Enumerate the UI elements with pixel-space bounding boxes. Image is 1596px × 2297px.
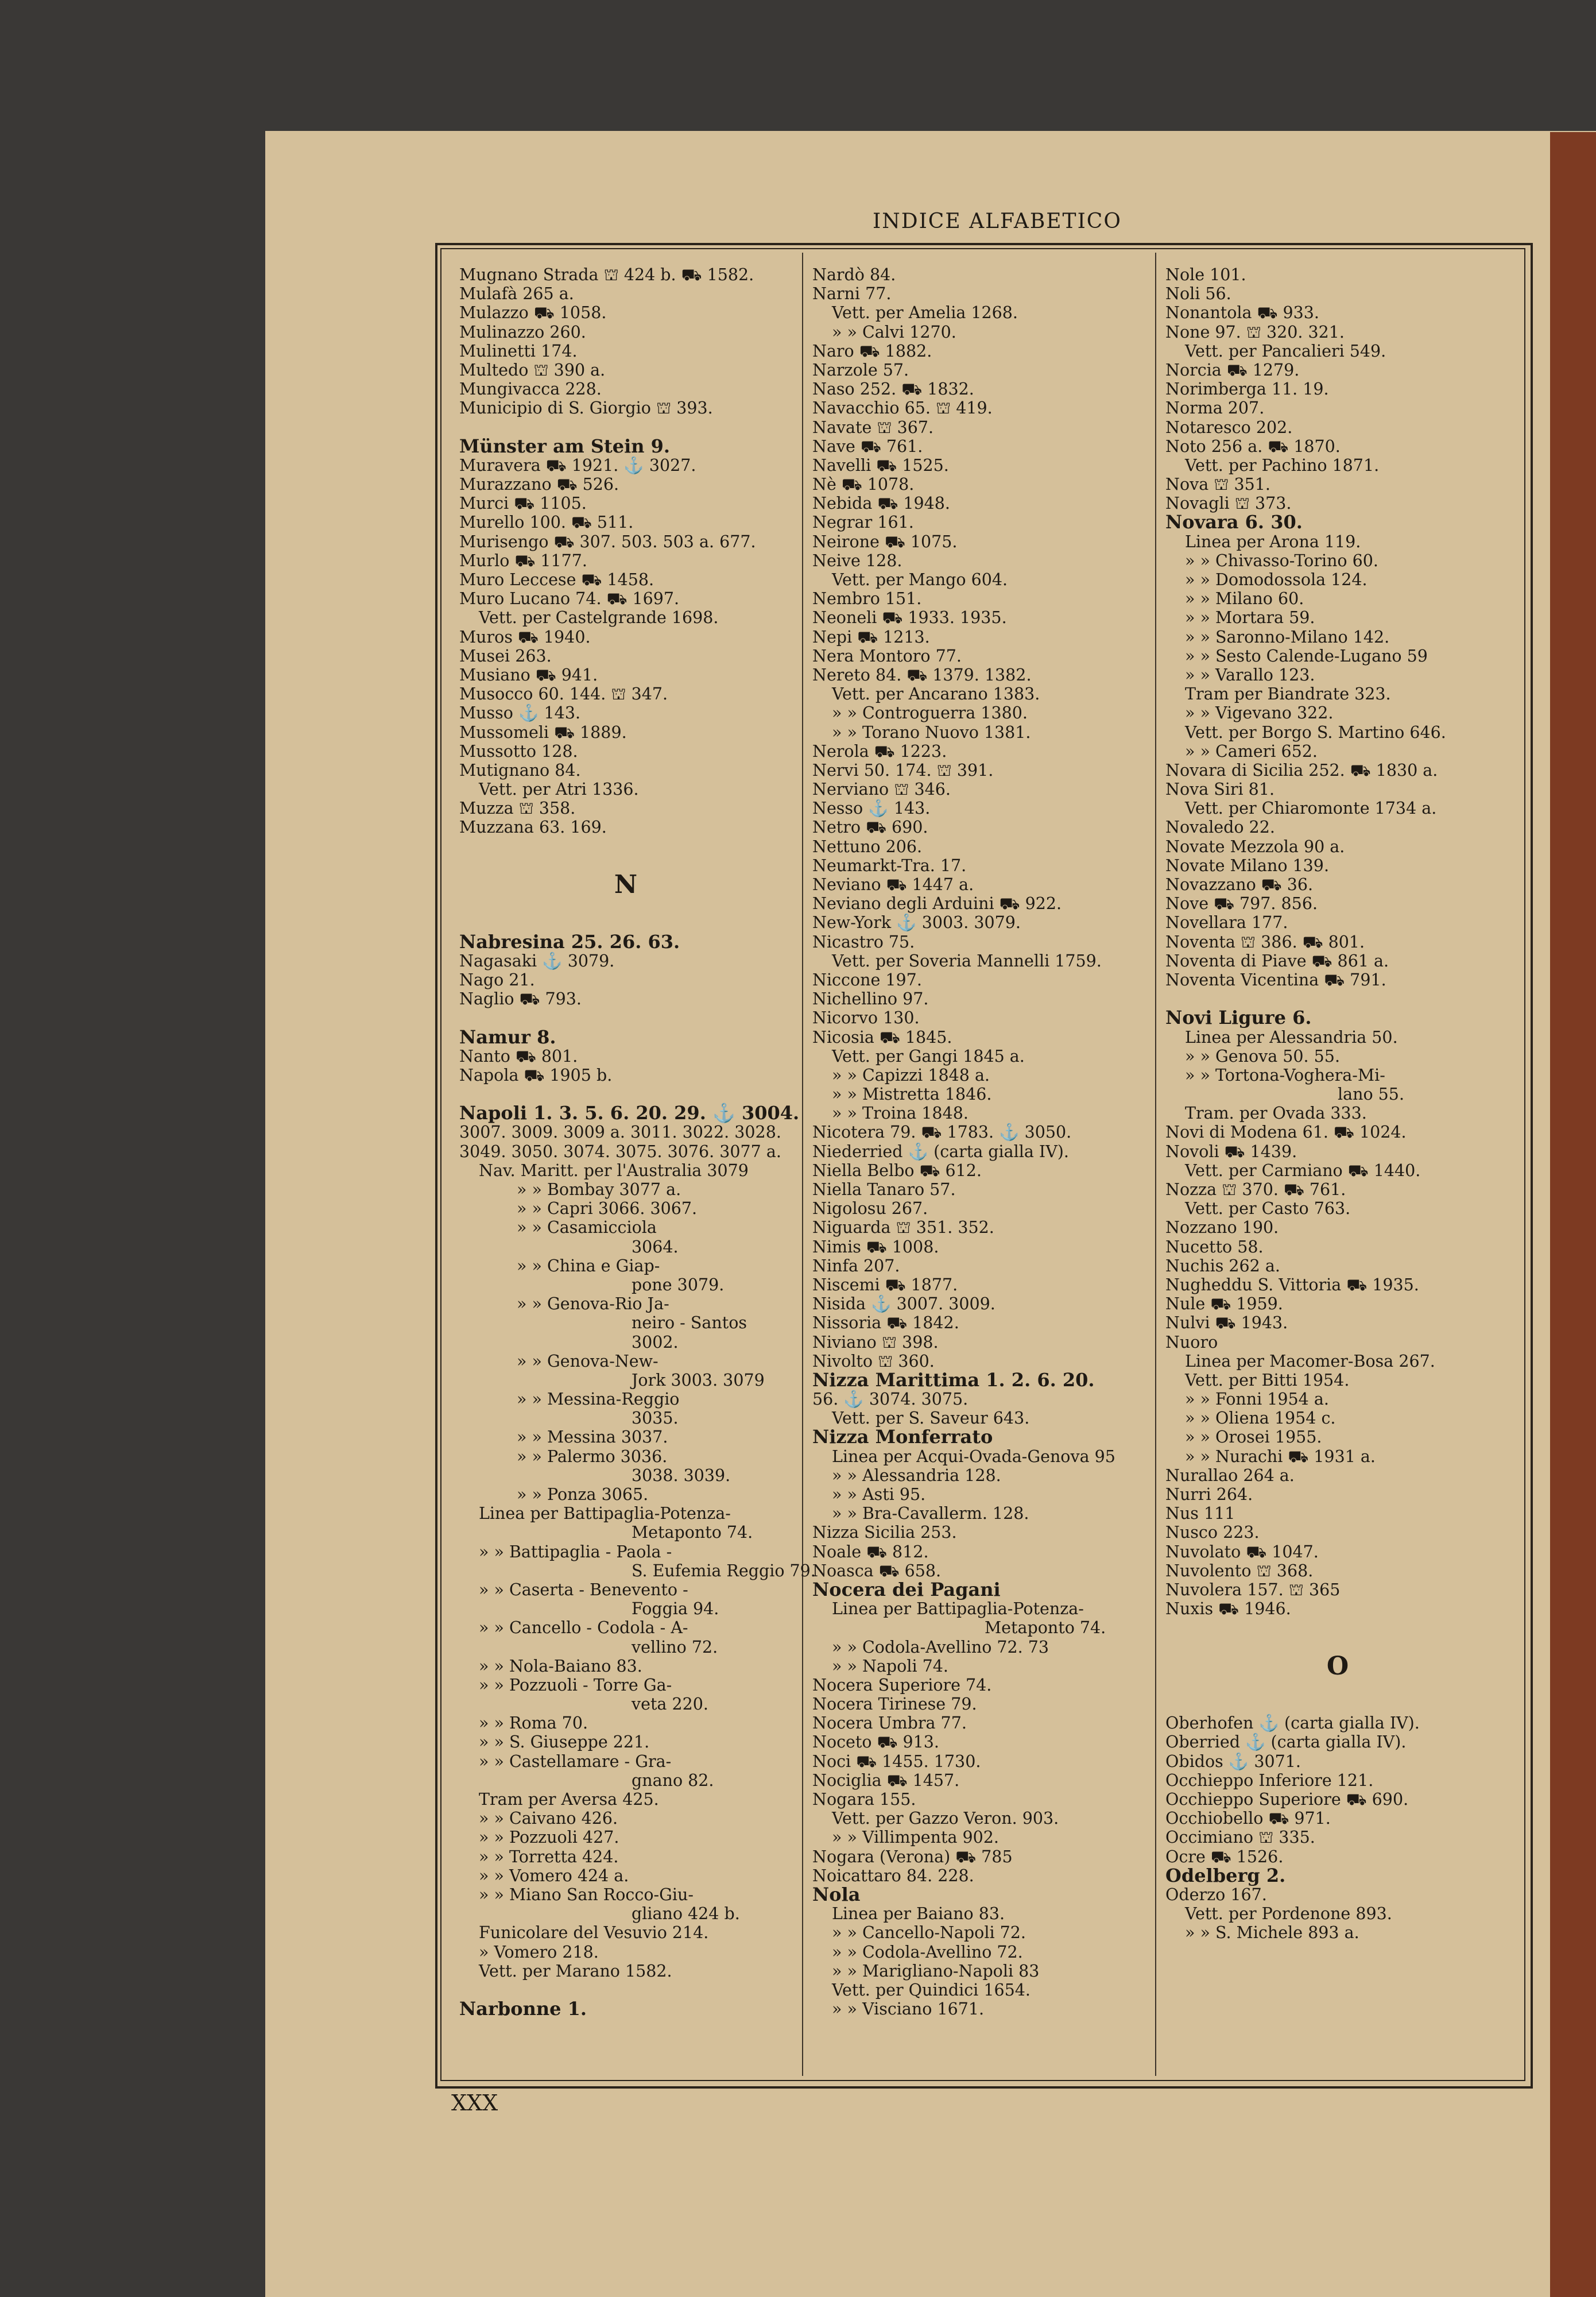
index-entry: Musiano ⛟ 941. [459, 665, 598, 685]
index-entry: » » Bombay 3077 a. [517, 1180, 681, 1199]
index-entry: Niella Belbo ⛟ 612. [812, 1161, 982, 1180]
index-heading: Nizza Marittima 1. 2. 6. 20. [812, 1368, 1095, 1391]
index-entry: Muro Lucano 74. ⛟ 1697. [459, 589, 680, 609]
section-letter: N [614, 870, 638, 899]
index-entry: Mungivacca 228. [459, 380, 602, 399]
index-entry: Nozzano 190. [1165, 1218, 1279, 1238]
index-entry: Nivolto ⛫ 360. [812, 1351, 935, 1371]
index-entry: Navate ⛫ 367. [812, 417, 934, 437]
index-entry: » » Codola-Avellino 72. [832, 1942, 1023, 1962]
index-entry: Foggia 94. [632, 1599, 719, 1619]
index-entry: Nus 111 [1165, 1504, 1235, 1523]
index-entry: » » Tortona-Voghera-Mi- [1185, 1065, 1385, 1085]
index-entry: Murisengo ⛟ 307. 503. 503 a. 677. [459, 532, 756, 551]
index-entry: Nova ⛫ 351. [1165, 475, 1270, 494]
index-entry: Nociglia ⛟ 1457. [812, 1770, 960, 1790]
index-entry [1165, 989, 1510, 1008]
index-entry: Nule ⛟ 1959. [1165, 1294, 1283, 1314]
index-entry: » » Alessandria 128. [832, 1465, 1001, 1485]
index-entry: Nicosia ⛟ 1845. [812, 1027, 952, 1047]
index-entry: » » Torano Nuovo 1381. [832, 722, 1031, 742]
index-entry: Vett. per Bitti 1954. [1185, 1370, 1350, 1390]
index-entry: Linea per Alessandria 50. [1185, 1027, 1398, 1047]
index-entry: Nugheddu S. Vittoria ⛟ 1935. [1165, 1275, 1419, 1294]
index-entry: Niviano ⛫ 398. [812, 1332, 939, 1352]
index-entry: Nocera Umbra 77. [812, 1714, 967, 1733]
index-entry: Nurri 264. [1165, 1485, 1253, 1504]
index-entry: Nerola ⛟ 1223. [812, 741, 947, 761]
index-entry: Noceto ⛟ 913. [812, 1733, 939, 1752]
index-entry: » » Palermo 3036. [517, 1447, 668, 1466]
index-entry: Niederried ⚓ (carta gialla IV). [812, 1142, 1069, 1161]
index-entry: Notaresco 202. [1165, 417, 1293, 437]
index-entry: Novate Milano 139. [1165, 856, 1329, 875]
index-entry: 3038. 3039. [632, 1465, 731, 1485]
index-entry: » » S. Michele 893 a. [1185, 1923, 1359, 1943]
index-entry: Nuchis 262 a. [1165, 1256, 1280, 1275]
index-entry: Nigolosu 267. [812, 1199, 928, 1219]
index-entry: Occhieppo Superiore ⛟ 690. [1165, 1790, 1409, 1809]
index-entry: Vett. per Carmiano ⛟ 1440. [1185, 1161, 1421, 1180]
index-entry: Ninfa 207. [812, 1256, 900, 1275]
index-entry: » » Nurachi ⛟ 1931 a. [1185, 1447, 1376, 1466]
index-entry: Municipio di S. Giorgio ⛫ 393. [459, 399, 713, 418]
index-entry: Vett. per Quindici 1654. [832, 1980, 1031, 2000]
index-entry: » » Battipaglia - Paola - [479, 1542, 672, 1561]
index-entry: » » China e Giap- [517, 1256, 660, 1275]
index-entry [1165, 1695, 1510, 1714]
index-entry: » » Capizzi 1848 a. [832, 1065, 990, 1085]
index-entry: Nova Siri 81. [1165, 780, 1275, 799]
index-entry: Vett. per Soveria Mannelli 1759. [832, 951, 1102, 970]
index-entry: Mulafà 265 a. [459, 284, 574, 304]
index-entry: Murazzano ⛟ 526. [459, 475, 619, 494]
index-entry: 3064. [632, 1237, 679, 1256]
index-entry: Mulinazzo 260. [459, 322, 586, 342]
column-divider [802, 253, 803, 2076]
index-entry: » » Ponza 3065. [517, 1485, 649, 1504]
index-entry: Mussomeli ⛟ 1889. [459, 722, 627, 742]
index-entry: Mulazzo ⛟ 1058. [459, 303, 607, 323]
index-entry: Occhieppo Inferiore 121. [1165, 1770, 1374, 1790]
index-entry: Metaponto 74. [985, 1618, 1106, 1638]
index-entry: Vett. per Ancarano 1383. [832, 685, 1040, 704]
index-entry: » » Visciano 1671. [832, 2000, 985, 2019]
index-entry: » » Caserta - Benevento - [479, 1580, 688, 1599]
index-heading: Napoli 1. 3. 5. 6. 20. 29. ⚓ 3004. [459, 1102, 800, 1124]
index-entry: » » Milano 60. [1185, 589, 1304, 609]
index-entry: » » Cameri 652. [1185, 741, 1318, 761]
index-entry: Musocco 60. 144. ⛫ 347. [459, 685, 668, 704]
index-entry: Napola ⛟ 1905 b. [459, 1065, 613, 1085]
next-page-edge [1550, 132, 1596, 2297]
section-letter: O [1326, 1651, 1349, 1681]
index-entry: Oberhofen ⚓ (carta gialla IV). [1165, 1714, 1420, 1733]
index-entry: Neive 128. [812, 551, 902, 570]
index-entry: Tram. per Ovada 333. [1185, 1104, 1367, 1123]
index-entry: Neoneli ⛟ 1933. 1935. [812, 608, 1007, 628]
index-entry: Jork 3003. 3079 [632, 1370, 765, 1390]
index-entry: Vett. per Mango 604. [832, 570, 1008, 589]
index-entry [459, 418, 792, 437]
index-entry: » » Chivasso-Torino 60. [1185, 551, 1378, 570]
index-entry: Nisida ⚓ 3007. 3009. [812, 1294, 995, 1314]
index-entry: Vett. per Amelia 1268. [832, 303, 1018, 323]
index-entry: Vett. per Pordenone 893. [1185, 1904, 1392, 1924]
index-entry: » » Codola-Avellino 72. 73 [832, 1637, 1049, 1657]
index-entry: Nanto ⛟ 801. [459, 1046, 578, 1066]
index-entry: Mutignano 84. [459, 760, 581, 780]
index-entry: » Vomero 218. [479, 1942, 599, 1962]
index-heading: Nola [812, 1883, 861, 1905]
index-entry: Nicorvo 130. [812, 1008, 920, 1028]
index-heading: Narbonne 1. [459, 1998, 587, 2020]
index-entry: Noto 256 a. ⛟ 1870. [1165, 436, 1341, 456]
index-entry: » » Vigevano 322. [1185, 703, 1334, 723]
index-entry: Noale ⛟ 812. [812, 1542, 929, 1561]
index-entry: Linea per Arona 119. [1185, 532, 1361, 551]
index-entry: Nav. Maritt. per l'Australia 3079 [479, 1161, 749, 1180]
index-entry: » » Caivano 426. [479, 1809, 618, 1828]
index-entry: » » Marigliano-Napoli 83 [832, 1961, 1040, 1981]
index-entry: Nesso ⚓ 143. [812, 799, 931, 818]
index-entry: Neirone ⛟ 1075. [812, 532, 958, 551]
index-entry: » » Asti 95. [832, 1485, 926, 1504]
index-entry [459, 837, 792, 856]
index-column-2 [812, 265, 1148, 2018]
index-entry: Murci ⛟ 1105. [459, 494, 587, 513]
index-entry: Vett. per Gangi 1845 a. [832, 1046, 1025, 1066]
page-header: INDICE ALFABETICO [873, 210, 1122, 233]
index-entry: » » Pozzuoli - Torre Ga- [479, 1675, 672, 1695]
index-entry: Metaponto 74. [632, 1523, 753, 1542]
index-entry: Norcia ⛟ 1279. [1165, 360, 1300, 380]
index-entry: Nusco 223. [1165, 1523, 1260, 1542]
index-entry: veta 220. [632, 1695, 708, 1714]
index-entry: » » Pozzuoli 427. [479, 1828, 619, 1847]
index-entry: Mulinetti 174. [459, 341, 578, 361]
index-entry: Vett. per Castelgrande 1698. [479, 608, 719, 628]
index-entry: Oderzo 167. [1165, 1885, 1267, 1904]
index-entry: 3007. 3009. 3009 a. 3011. 3022. 3028. [459, 1123, 781, 1142]
index-entry: Nuvolera 157. ⛫ 365 [1165, 1580, 1341, 1599]
index-entry: Muros ⛟ 1940. [459, 627, 591, 647]
index-entry: Nucetto 58. [1165, 1237, 1264, 1256]
index-entry: pone 3079. [632, 1275, 725, 1294]
index-entry: » » Sesto Calende-Lugano 59 [1185, 646, 1428, 666]
index-entry: Niella Tanaro 57. [812, 1180, 956, 1199]
index-entry: Nogara (Verona) ⛟ 785 [812, 1847, 1013, 1866]
index-entry: Musso ⚓ 143. [459, 703, 581, 723]
index-entry: Mussotto 128. [459, 741, 578, 761]
index-entry: » » Saronno-Milano 142. [1185, 627, 1390, 647]
index-entry: Tram per Biandrate 323. [1185, 685, 1391, 704]
index-entry: Ocre ⛟ 1526. [1165, 1847, 1284, 1866]
index-entry: Nuvolento ⛫ 368. [1165, 1561, 1314, 1580]
index-entry: Linea per Baiano 83. [832, 1904, 1005, 1924]
index-entry: Muravera ⛟ 1921. ⚓ 3027. [459, 455, 696, 475]
index-entry: Nago 21. [459, 970, 535, 989]
index-entry: Niscemi ⛟ 1877. [812, 1275, 958, 1294]
index-entry: » » Cancello - Codola - A- [479, 1618, 688, 1638]
index-entry: Linea per Battipaglia-Potenza- [832, 1599, 1084, 1619]
index-entry: » » Torretta 424. [479, 1847, 619, 1866]
index-entry: » » Villimpenta 902. [832, 1828, 999, 1847]
index-entry: » » Casamicciola [517, 1218, 657, 1238]
index-entry: » » Orosei 1955. [1185, 1428, 1322, 1447]
index-entry: Noli 56. [1165, 284, 1231, 304]
index-entry: Murlo ⛟ 1177. [459, 551, 587, 570]
index-entry: Linea per Battipaglia-Potenza- [479, 1504, 731, 1523]
index-entry: Novellara 177. [1165, 913, 1288, 933]
index-entry: Naro ⛟ 1882. [812, 341, 932, 361]
index-entry: » » Genova-Rio Ja- [517, 1294, 669, 1314]
index-entry: Linea per Macomer-Bosa 267. [1185, 1351, 1435, 1371]
index-entry: Novazzano ⛟ 36. [1165, 875, 1314, 894]
index-entry: » » Messina-Reggio [517, 1390, 680, 1409]
index-column-1 [459, 265, 816, 2020]
index-entry: Noventa ⛫ 386. ⛟ 801. [1165, 932, 1365, 952]
index-entry: Nole 101. [1165, 265, 1246, 284]
index-entry: Nebida ⛟ 1948. [812, 494, 950, 513]
index-entry [1165, 1618, 1510, 1637]
index-entry: » » Troina 1848. [832, 1104, 969, 1123]
index-entry: Netro ⛟ 690. [812, 818, 928, 837]
index-entry: Nocera Tirinese 79. [812, 1695, 977, 1714]
index-entry: Naglio ⛟ 793. [459, 989, 582, 1009]
index-entry: Occhiobello ⛟ 971. [1165, 1809, 1331, 1828]
index-entry: Negrar 161. [812, 513, 914, 532]
index-entry: » » Genova-New- [517, 1351, 658, 1371]
index-entry: Murello 100. ⛟ 511. [459, 513, 634, 532]
index-entry: Vett. per Atri 1336. [479, 780, 639, 799]
index-entry: » » Miano San Rocco-Giu- [479, 1885, 694, 1904]
index-entry: Nicotera 79. ⛟ 1783. ⚓ 3050. [812, 1123, 1072, 1142]
index-entry: Noasca ⛟ 658. [812, 1561, 942, 1580]
index-entry: » » Fonni 1954 a. [1185, 1390, 1329, 1409]
index-entry: Oberried ⚓ (carta gialla IV). [1165, 1733, 1407, 1752]
index-entry [459, 913, 792, 932]
index-entry: » » Napoli 74. [832, 1656, 948, 1676]
index-entry: » » S. Giuseppe 221. [479, 1733, 650, 1752]
index-entry: Nagasaki ⚓ 3079. [459, 951, 615, 970]
index-entry: Nichellino 97. [812, 989, 929, 1009]
index-entry: Novaledo 22. [1165, 818, 1275, 837]
index-entry: » » Cancello-Napoli 72. [832, 1923, 1026, 1943]
index-entry: Norma 207. [1165, 399, 1265, 418]
index-entry: Nimis ⛟ 1008. [812, 1237, 939, 1256]
index-entry: Vett. per Gazzo Veron. 903. [832, 1809, 1059, 1828]
index-entry: vellino 72. [632, 1637, 718, 1657]
index-entry: Novara di Sicilia 252. ⛟ 1830 a. [1165, 760, 1438, 780]
index-entry: » » Oliena 1954 c. [1185, 1409, 1336, 1428]
index-entry: » » Genova 50. 55. [1185, 1046, 1340, 1066]
index-entry: S. Eufemia Reggio 79. [632, 1561, 816, 1580]
index-entry: » » Messina 3037. [517, 1428, 668, 1447]
index-entry: Vett. per Pachino 1871. [1185, 455, 1380, 475]
index-entry: Niguarda ⛫ 351. 352. [812, 1218, 994, 1238]
index-entry: gliano 424 b. [632, 1904, 740, 1924]
index-entry: Noventa di Piave ⛟ 861 a. [1165, 951, 1389, 970]
index-entry: » » Controguerra 1380. [832, 703, 1028, 723]
index-entry: gnano 82. [632, 1770, 714, 1790]
index-entry: » » Roma 70. [479, 1714, 588, 1733]
index-entry: Nè ⛟ 1078. [812, 475, 915, 494]
index-entry: Navacchio 65. ⛫ 419. [812, 399, 993, 418]
index-entry: 3002. [632, 1332, 679, 1352]
index-heading: Münster am Stein 9. [459, 435, 671, 457]
index-entry: Funicolare del Vesuvio 214. [479, 1923, 709, 1943]
index-heading: Nocera dei Pagani [812, 1578, 1001, 1600]
index-entry: Vett. per Chiaromonte 1734 a. [1185, 799, 1437, 818]
index-entry: Neumarkt-Tra. 17. [812, 856, 967, 875]
index-entry: 56. ⚓ 3074. 3075. [812, 1390, 969, 1409]
index-heading: Nabresina 25. 26. 63. [459, 930, 680, 953]
index-entry: Nembro 151. [812, 589, 922, 609]
index-entry: Muro Leccese ⛟ 1458. [459, 570, 654, 589]
index-entry: Norimberga 11. 19. [1165, 380, 1329, 399]
index-entry: Vett. per S. Saveur 643. [832, 1409, 1030, 1428]
index-entry: Narni 77. [812, 284, 892, 304]
index-entry: Niccone 197. [812, 970, 922, 989]
index-entry: » » Castellamare - Gra- [479, 1751, 672, 1771]
index-entry: » » Mortara 59. [1185, 608, 1315, 628]
index-heading: Namur 8. [459, 1026, 556, 1048]
index-entry: Naso 252. ⛟ 1832. [812, 380, 974, 399]
index-entry: Vett. per Borgo S. Martino 646. [1185, 722, 1446, 742]
index-entry: Vett. per Marano 1582. [479, 1961, 672, 1981]
index-entry: Narzole 57. [812, 360, 909, 380]
index-entry: » » Calvi 1270. [832, 322, 956, 342]
index-entry: Noventa Vicentina ⛟ 791. [1165, 970, 1386, 989]
index-heading: Novi Ligure 6. [1165, 1007, 1312, 1029]
index-heading: Nizza Monferrato [812, 1426, 993, 1448]
index-entry: Novi di Modena 61. ⛟ 1024. [1165, 1123, 1407, 1142]
index-entry: » » Mistretta 1846. [832, 1085, 992, 1104]
index-entry: Nuxis ⛟ 1946. [1165, 1599, 1291, 1619]
index-heading: Odelberg 2. [1165, 1864, 1286, 1886]
index-entry: Nardò 84. [812, 265, 896, 284]
index-entry [459, 1981, 792, 2000]
index-entry: Nuvolato ⛟ 1047. [1165, 1542, 1319, 1561]
index-entry: Novagli ⛫ 373. [1165, 494, 1292, 513]
index-entry: Nocera Superiore 74. [812, 1675, 992, 1695]
index-entry: Nerviano ⛫ 346. [812, 780, 951, 799]
page-number: XXX [451, 2090, 498, 2116]
index-entry: » » Varallo 123. [1185, 665, 1315, 685]
index-entry: Nogara 155. [812, 1790, 916, 1809]
index-entry: Occimiano ⛫ 335. [1165, 1828, 1315, 1847]
index-entry: Nulvi ⛟ 1943. [1165, 1313, 1288, 1333]
index-entry: Multedo ⛫ 390 a. [459, 360, 606, 380]
index-entry: 3049. 3050. 3074. 3075. 3076. 3077 a. [459, 1142, 781, 1161]
index-entry: Novate Mezzola 90 a. [1165, 837, 1345, 856]
index-entry: Nereto 84. ⛟ 1379. 1382. [812, 665, 1032, 685]
index-entry: Muzzana 63. 169. [459, 818, 607, 837]
index-entry: » » Capri 3066. 3067. [517, 1199, 698, 1219]
index-entry: lano 55. [1338, 1085, 1405, 1104]
column-divider [1155, 253, 1156, 2076]
index-entry: Nonantola ⛟ 933. [1165, 303, 1319, 323]
index-entry: Nozza ⛫ 370. ⛟ 761. [1165, 1180, 1346, 1199]
index-heading: Novara 6. 30. [1165, 511, 1303, 533]
index-entry: 3035. [632, 1409, 679, 1428]
index-entry: Linea per Acqui-Ovada-Genova 95 [832, 1447, 1115, 1466]
index-entry: Navelli ⛟ 1525. [812, 455, 949, 475]
index-entry: Neviano ⛟ 1447 a. [812, 875, 974, 894]
index-column-3 [1165, 265, 1510, 1943]
index-entry: Nervi 50. 174. ⛫ 391. [812, 760, 994, 780]
index-entry: Nave ⛟ 761. [812, 436, 923, 456]
index-entry: Neviano degli Arduini ⛟ 922. [812, 894, 1062, 914]
index-entry: Vett. per Casto 763. [1185, 1199, 1351, 1219]
index-entry [459, 1008, 792, 1027]
index-entry: Nuoro [1165, 1332, 1218, 1352]
index-entry: » » Vomero 424 a. [479, 1866, 629, 1885]
index-entry: Novoli ⛟ 1439. [1165, 1142, 1297, 1161]
index-entry: » » Bra-Cavallerm. 128. [832, 1504, 1029, 1523]
index-entry: neiro - Santos [632, 1313, 747, 1333]
index-entry: Mugnano Strada ⛫ 424 b. ⛟ 1582. [459, 265, 754, 284]
index-entry: Nepi ⛟ 1213. [812, 627, 930, 647]
index-entry: Obidos ⚓ 3071. [1165, 1751, 1301, 1771]
index-entry: Nicastro 75. [812, 932, 915, 952]
index-entry: Nettuno 206. [812, 837, 923, 856]
index-entry: Nove ⛟ 797. 856. [1165, 894, 1318, 914]
index-entry [459, 1085, 792, 1104]
index-entry: Muzza ⛫ 358. [459, 799, 576, 818]
index-entry: Musei 263. [459, 646, 552, 666]
index-entry: Noicattaro 84. 228. [812, 1866, 974, 1885]
index-entry: » » Domodossola 124. [1185, 570, 1368, 589]
index-entry: Nurallao 264 a. [1165, 1465, 1295, 1485]
index-entry: Nizza Sicilia 253. [812, 1523, 957, 1542]
index-entry: None 97. ⛫ 320. 321. [1165, 322, 1345, 342]
index-entry: New-York ⚓ 3003. 3079. [812, 913, 1021, 933]
index-entry: Vett. per Pancalieri 549. [1185, 341, 1386, 361]
index-entry: Tram per Aversa 425. [479, 1790, 659, 1809]
index-entry: » » Nola-Baiano 83. [479, 1656, 642, 1676]
index-entry: Nissoria ⛟ 1842. [812, 1313, 959, 1333]
index-entry: Nera Montoro 77. [812, 646, 962, 666]
index-entry: Noci ⛟ 1455. 1730. [812, 1751, 981, 1771]
